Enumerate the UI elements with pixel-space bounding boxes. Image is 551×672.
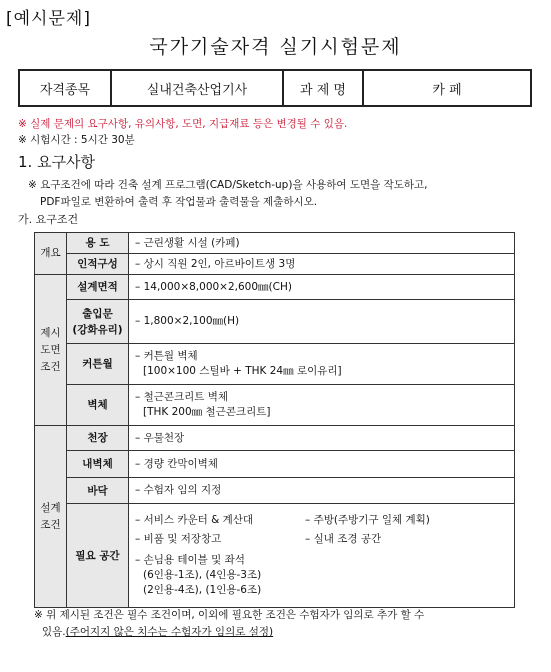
group-given-l1: 제시 (40, 326, 61, 339)
floor-label: 바닥 (67, 478, 129, 504)
field-value: 실내건축산업기사 (111, 70, 283, 106)
curtain-value-l1: – 커튼월 벽체 (135, 350, 198, 362)
space-item: – 실내 조경 공간 (305, 533, 382, 545)
wall-label: 벽체 (67, 385, 129, 426)
area-value: – 14,000×8,000×2,600㎜(CH) (129, 275, 515, 300)
door-label-l1: 출입문 (82, 307, 113, 320)
footer-note (34, 607, 524, 641)
space-item: – 비품 및 저장창고 (135, 533, 222, 545)
door-value: – 1,800×2,100㎜(H) (129, 300, 515, 344)
exam-tag: [예시문제] (6, 9, 91, 29)
use-label: 용 도 (67, 233, 129, 254)
wall-value-l2: [THK 200㎜ 철근콘크리트] (143, 406, 271, 418)
staff-value: – 상시 직원 2인, 아르바이트생 3명 (129, 254, 515, 275)
subject-label: 과 제 명 (283, 70, 363, 106)
space-list (135, 513, 514, 547)
curtain-label: 커튼월 (67, 344, 129, 385)
inner-wall-label: 내벽체 (67, 451, 129, 478)
group-design (35, 426, 67, 608)
group-given (35, 275, 67, 426)
space-item: – 주방(주방기구 일체 계획) (305, 514, 430, 526)
section-description (28, 177, 528, 211)
warning-note: ※ 실제 문제의 요구사항, 유의사항, 도면, 지급재료 등은 변경될 수 있음. (18, 118, 348, 130)
floor-value: – 수험자 임의 지정 (129, 478, 515, 504)
footer-line-2a: 있음. (42, 626, 66, 638)
seating-l1: – 손님용 테이블 및 좌석 (135, 554, 245, 566)
seating-l3: (2인용-4조), (1인용-6조) (143, 584, 262, 596)
footer-line-2 (34, 624, 524, 641)
door-label-l2: (강화유리) (72, 323, 123, 336)
footer-line-2b: (주어지지 않은 치수는 수험자가 임의로 설정) (65, 626, 274, 638)
staff-label: 인적구성 (67, 254, 129, 275)
footer-line-1: ※ 위 제시된 조건은 필수 조건이며, 이외에 필요한 조건은 수험자가 임의로 추가 할 수 (34, 609, 425, 621)
space-label: 필요 공간 (67, 504, 129, 608)
ceiling-value: – 우물천장 (129, 426, 515, 451)
group-design-l2: 조건 (40, 518, 61, 531)
desc-line-1: ※ 요구조건에 따라 건축 설계 프로그램(CAD/Sketch-up)을 사용하여 도면을 작도하고, (28, 179, 428, 191)
wall-value-l1: – 철근콘크리트 벽체 (135, 391, 229, 403)
desc-line-2: PDF파일로 변환하여 출력 후 작업물과 출력물을 제출하시오. (40, 196, 318, 208)
subject-value: 카 페 (363, 70, 531, 106)
area-label: 설계면적 (67, 275, 129, 300)
field-label: 자격종목 (19, 70, 111, 106)
group-given-l2: 도면 (40, 343, 61, 356)
page-title: 국가기술자격 실기시험문제 (149, 36, 402, 58)
exam-time-note: ※ 시험시간 : 5시간 30분 (18, 134, 135, 146)
ceiling-label: 천장 (67, 426, 129, 451)
curtain-value (129, 344, 515, 385)
section-heading: 1. 요구사항 (18, 153, 96, 171)
space-item: – 서비스 카운터 & 계산대 (135, 514, 254, 526)
group-design-l1: 설계 (40, 501, 61, 514)
subsection-heading: 가. 요구조건 (18, 213, 79, 226)
seating-l2: (6인용-1조), (4인용-3조) (143, 569, 262, 581)
space-value (129, 504, 515, 608)
use-value: – 근린생활 시설 (카페) (129, 233, 515, 254)
group-given-l3: 조건 (40, 360, 61, 373)
requirements-table (34, 232, 515, 608)
exam-info-table (18, 69, 532, 107)
door-label (67, 300, 129, 344)
inner-wall-value: – 경량 칸막이벽체 (129, 451, 515, 478)
curtain-value-l2: [100×100 스틸바 + THK 24㎜ 로이유리] (143, 365, 342, 377)
wall-value (129, 385, 515, 426)
group-overview: 개요 (35, 233, 67, 275)
